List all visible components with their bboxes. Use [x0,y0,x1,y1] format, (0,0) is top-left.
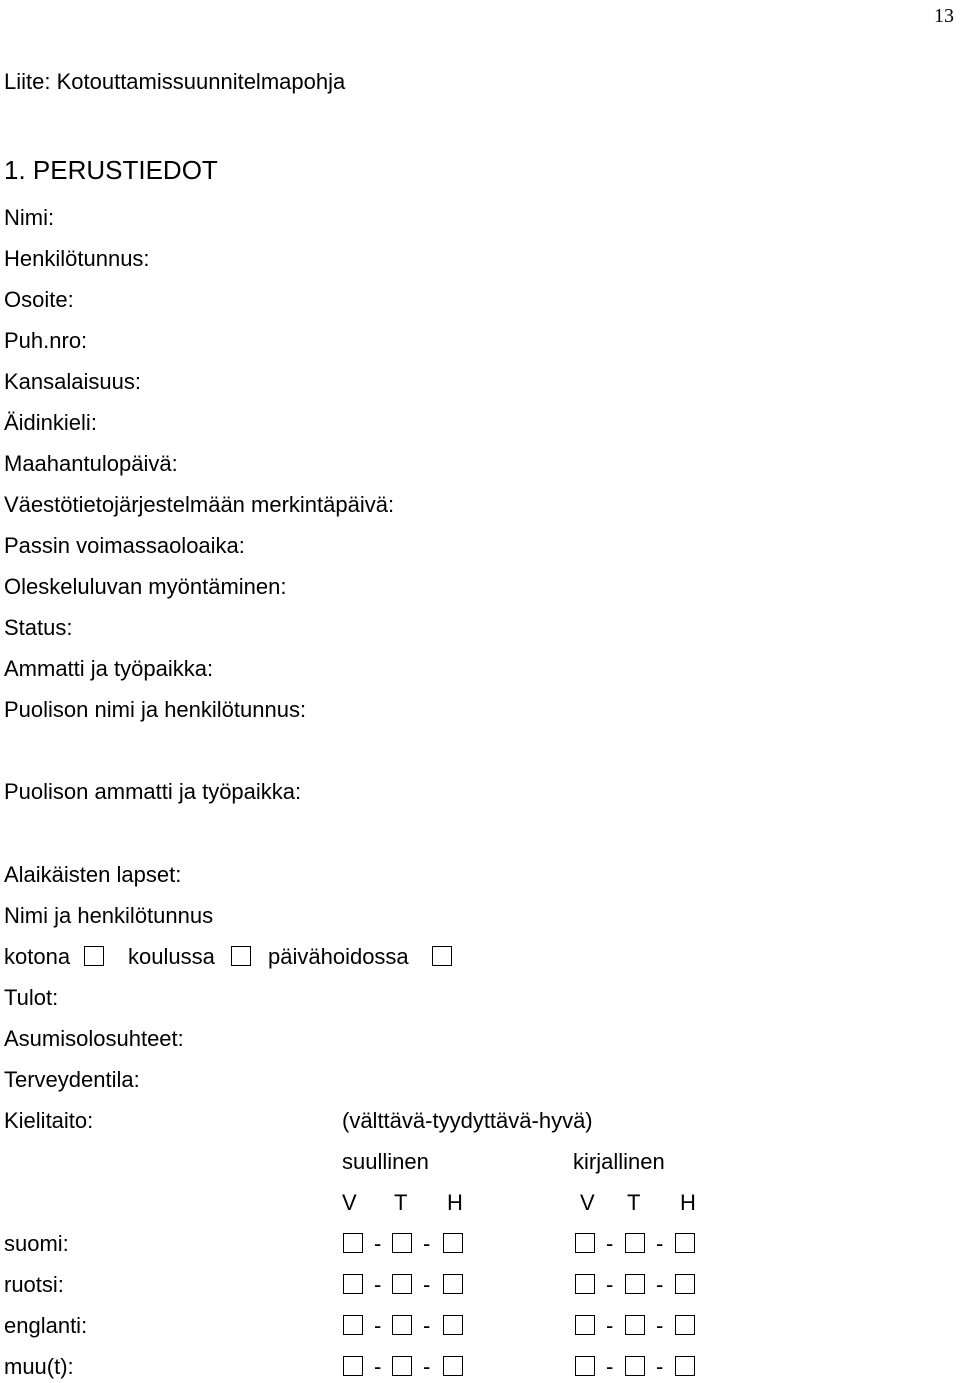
field-label-osoite: Osoite: [4,287,74,312]
checkbox-ruotsi-oral-v[interactable] [343,1274,363,1294]
checkbox-paivahoidossa[interactable] [432,946,452,966]
section-title: 1. PERUSTIEDOT [4,155,218,185]
field-label-puh: Puh.nro: [4,328,88,353]
level-separator: - [423,1231,431,1256]
field-label-lapset-nimi: Nimi ja henkilötunnus [4,903,214,928]
checkbox-muut-oral-t[interactable] [392,1356,412,1376]
written-level-v: V [580,1190,595,1215]
option-label-kotona: kotona [4,944,71,969]
checkbox-ruotsi-oral-t[interactable] [392,1274,412,1294]
level-separator: - [606,1231,614,1256]
field-label-asumis: Asumisolosuhteet: [4,1026,184,1051]
field-label-vaestotieto: Väestötietojärjestelmään merkintäpäivä: [4,492,395,517]
language-row-label: suomi: [4,1231,69,1256]
checkbox-suomi-oral-v[interactable] [343,1233,363,1253]
checkbox-englanti-written-v[interactable] [575,1315,595,1335]
checkbox-englanti-oral-t[interactable] [392,1315,412,1335]
level-separator: - [423,1313,431,1338]
written-level-t: T [627,1190,641,1215]
level-separator: - [374,1272,382,1297]
checkbox-koulussa[interactable] [231,946,251,966]
field-label-puoliso-ammatti: Puolison ammatti ja työpaikka: [4,779,302,804]
field-label-ammatti: Ammatti ja työpaikka: [4,656,214,681]
page-number: 13 [934,5,954,27]
level-separator: - [423,1354,431,1379]
level-separator: - [656,1313,664,1338]
checkbox-englanti-oral-v[interactable] [343,1315,363,1335]
field-label-maahantulopaiva: Maahantulopäivä: [4,451,178,476]
field-label-puoliso-nimi: Puolison nimi ja henkilötunnus: [4,697,307,722]
option-label-paivahoidossa: päivähoidossa [268,944,409,969]
field-label-nimi: Nimi: [4,205,55,230]
oral-level-t: T [394,1190,408,1215]
level-separator: - [606,1354,614,1379]
checkbox-englanti-oral-h[interactable] [443,1315,463,1335]
checkbox-muut-written-t[interactable] [625,1356,645,1376]
checkbox-suomi-written-v[interactable] [575,1233,595,1253]
column-header-oral: suullinen [342,1149,429,1174]
language-row-label: ruotsi: [4,1272,64,1297]
written-level-h: H [680,1190,696,1215]
field-label-kansalaisuus: Kansalaisuus: [4,369,141,394]
checkbox-kotona[interactable] [84,946,104,966]
checkbox-muut-oral-v[interactable] [343,1356,363,1376]
checkbox-ruotsi-written-v[interactable] [575,1274,595,1294]
field-label-henkilotunnus: Henkilötunnus: [4,246,150,271]
field-label-oleskelulupa: Oleskeluluvan myöntäminen: [4,574,287,599]
checkbox-suomi-oral-h[interactable] [443,1233,463,1253]
level-separator: - [606,1313,614,1338]
language-row-label: englanti: [4,1313,88,1338]
checkbox-muut-written-h[interactable] [675,1356,695,1376]
field-label-passi: Passin voimassaoloaika: [4,533,245,558]
level-separator: - [374,1231,382,1256]
field-label-aidinkieli: Äidinkieli: [4,410,97,435]
level-separator: - [656,1231,664,1256]
checkbox-suomi-oral-t[interactable] [392,1233,412,1253]
language-scale-note: (välttävä-tyydyttävä-hyvä) [342,1108,593,1133]
checkbox-englanti-written-t[interactable] [625,1315,645,1335]
level-separator: - [423,1272,431,1297]
field-label-lapset: Alaikäisten lapset: [4,862,182,887]
level-separator: - [656,1272,664,1297]
checkbox-ruotsi-written-t[interactable] [625,1274,645,1294]
oral-level-h: H [447,1190,463,1215]
document-header: Liite: Kotouttamissuunnitelmapohja [4,69,346,94]
checkbox-englanti-written-h[interactable] [675,1315,695,1335]
checkbox-muut-written-v[interactable] [575,1356,595,1376]
checkbox-suomi-written-t[interactable] [625,1233,645,1253]
level-separator: - [656,1354,664,1379]
level-separator: - [374,1354,382,1379]
field-label-status: Status: [4,615,73,640]
language-row-label: muu(t): [4,1354,74,1379]
option-label-koulussa: koulussa [128,944,215,969]
checkbox-ruotsi-oral-h[interactable] [443,1274,463,1294]
checkbox-ruotsi-written-h[interactable] [675,1274,695,1294]
checkbox-muut-oral-h[interactable] [443,1356,463,1376]
oral-level-v: V [342,1190,357,1215]
column-header-written: kirjallinen [573,1149,665,1174]
field-label-kielitaito: Kielitaito: [4,1108,94,1133]
level-separator: - [606,1272,614,1297]
checkbox-suomi-written-h[interactable] [675,1233,695,1253]
level-separator: - [374,1313,382,1338]
field-label-tulot: Tulot: [4,985,59,1010]
field-label-terveys: Terveydentila: [4,1067,140,1092]
